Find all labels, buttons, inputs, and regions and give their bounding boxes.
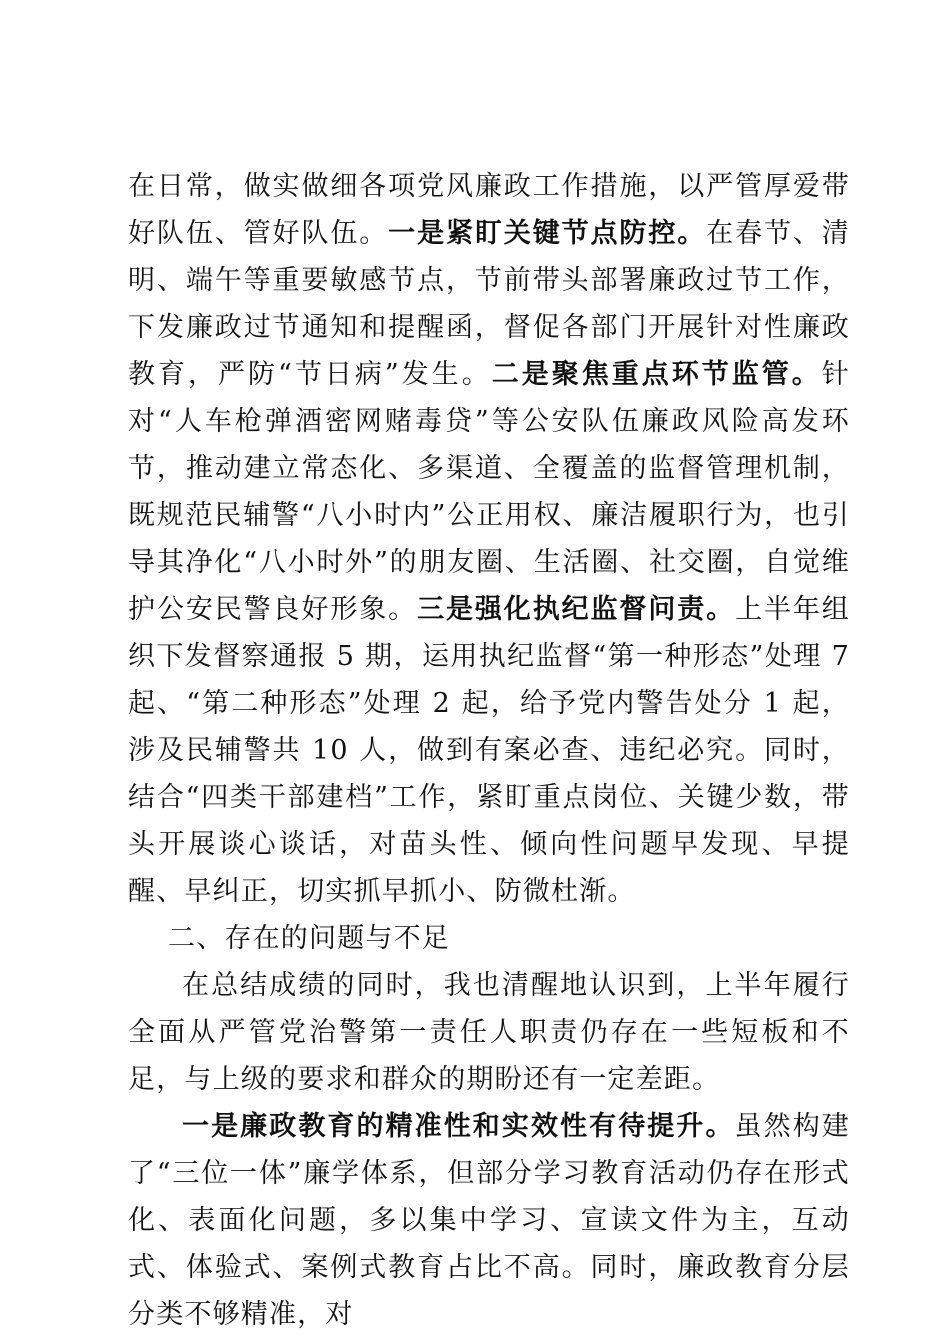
text-run: 针对“人车枪弹酒密网赌毒贷”等公安队伍廉政风险高发环节，推动建立常态化、多渠道、全覆盖的监督管理机制，既规范民辅警“八小时内”公正用权、廉洁履职行为，也引导其净化“八小时外”的朋友圈、生活圈、社交圈，自觉维护公安民警良好形象。 <box>128 359 850 625</box>
bold-point-three: 三是强化执纪监督问责。 <box>417 594 736 625</box>
bold-point-one: 一是紧盯关键节点防控。 <box>388 218 707 249</box>
text-run: 在春节、清明、端午等重要敏感节点，节前带头部署廉政过节工作，下发廉政过节通知和提醒函，督促各部门开展针对性廉政教育，严防“节日病”发生。 <box>128 218 850 390</box>
document-body <box>128 163 850 1338</box>
bold-problem-one: 一是廉政教育的精准性和实效性有待提升。 <box>182 1111 735 1142</box>
text-run: 上半年组织下发督察通报 5 期，运用执纪监督“第一种形态”处理 7 起、“第二种形态”处理 2 起，给予党内警告处分 1 起，涉及民辅警共 10 人，做到有案必查、违纪必究。同时，结合“四类干部建档”工作，紧盯重点岗位、关键少数，带头开展谈心谈话，对苗头性、倾向性问题早发现、早提醒、早纠正，切实抓早抓小、防微杜渐。 <box>128 594 850 907</box>
paragraph-education-problem <box>128 1103 850 1338</box>
heading-text: 二、存在的问题与不足 <box>168 923 450 954</box>
paragraph-problems-intro <box>128 962 850 1103</box>
text-run: 在日常，做实做细各项党风廉政工作措施，以严管厚爱带好队伍、管好队伍。 <box>128 171 850 249</box>
bold-point-two: 二是聚焦重点环节监管。 <box>491 359 822 390</box>
section-heading-problems <box>128 915 850 962</box>
paragraph-integrity-measures <box>128 163 850 915</box>
text-run: 在总结成绩的同时，我也清醒地认识到，上半年履行全面从严管党治警第一责任人职责仍存在一些短板和不足，与上级的要求和群众的期盼还有一定差距。 <box>128 970 850 1095</box>
text-run: 虽然构建了“三位一体”廉学体系，但部分学习教育活动仍存在形式化、表面化问题，多以集中学习、宣读文件为主，互动式、体验式、案例式教育占比不高。同时，廉政教育分层分类不够精准，对 <box>128 1111 850 1330</box>
